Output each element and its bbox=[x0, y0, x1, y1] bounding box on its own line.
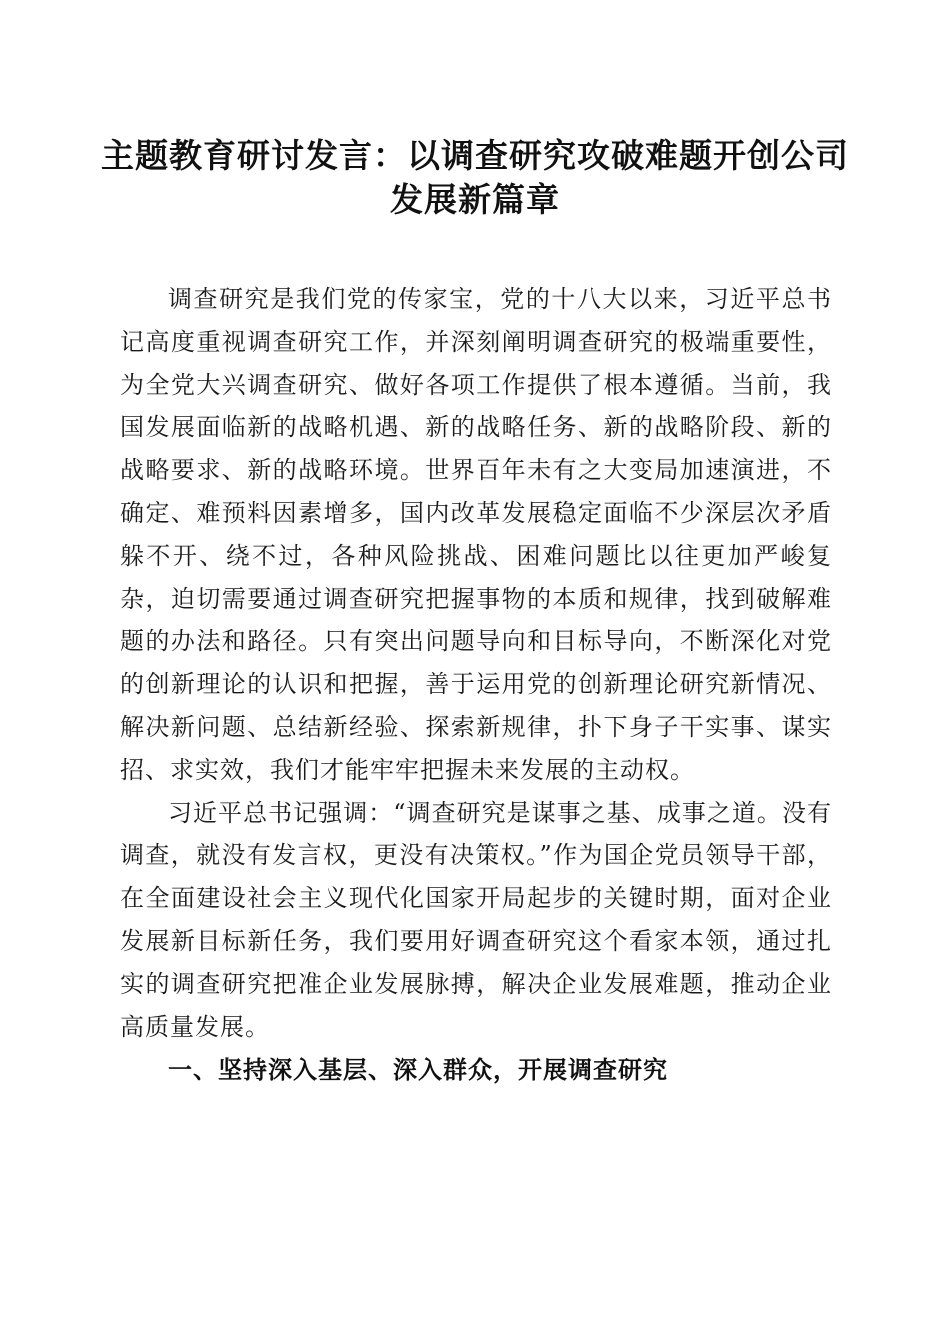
section-heading-1: 一、坚持深入基层、深入群众，开展调查研究 bbox=[168, 1056, 668, 1085]
document-body bbox=[120, 278, 832, 1092]
body-paragraph-1: 调查研究是我们党的传家宝，党的十八大以来，习近平总书记高度重视调查研究工作，并深刻阐明调查研究的极端重要性，为全党大兴调查研究、做好各项工作提供了根本遵循。当前，我国发展面临新的战略机遇、新的战略任务、新的战略阶段、新的战略要求、新的战略环境。世界百年未有之大变局加速演进，不确定、难预料因素增多，国内改革发展稳定面临不少深层次矛盾躲不开、绕不过，各种风险挑战、困难问题比以往更加严峻复杂，迫切需要通过调查研究把握事物的本质和规律，找到破解难题的办法和路径。只有突出问题导向和目标导向，不断深化对党的创新理论的认识和把握，善于运用党的创新理论研究新情况、解决新问题、总结新经验、探索新规律，扑下身子干实事、谋实招、求实效，我们才能牢牢把握未来发展的主动权。 bbox=[120, 285, 832, 784]
document-title: 主题教育研讨发言：以调查研究攻破难题开创公司发展新篇章 bbox=[101, 136, 849, 219]
body-paragraph-2: 习近平总书记强调：“调查研究是谋事之基、成事之道。没有调查，就没有发言权，更没有决策权。”作为国企党员领导干部，在全面建设社会主义现代化国家开局起步的关键时期，面对企业发展新目标新任务，我们要用好调查研究这个看家本领，通过扎实的调查研究把准企业发展脉搏，解决企业发展难题，推动企业高质量发展。 bbox=[120, 798, 832, 1041]
